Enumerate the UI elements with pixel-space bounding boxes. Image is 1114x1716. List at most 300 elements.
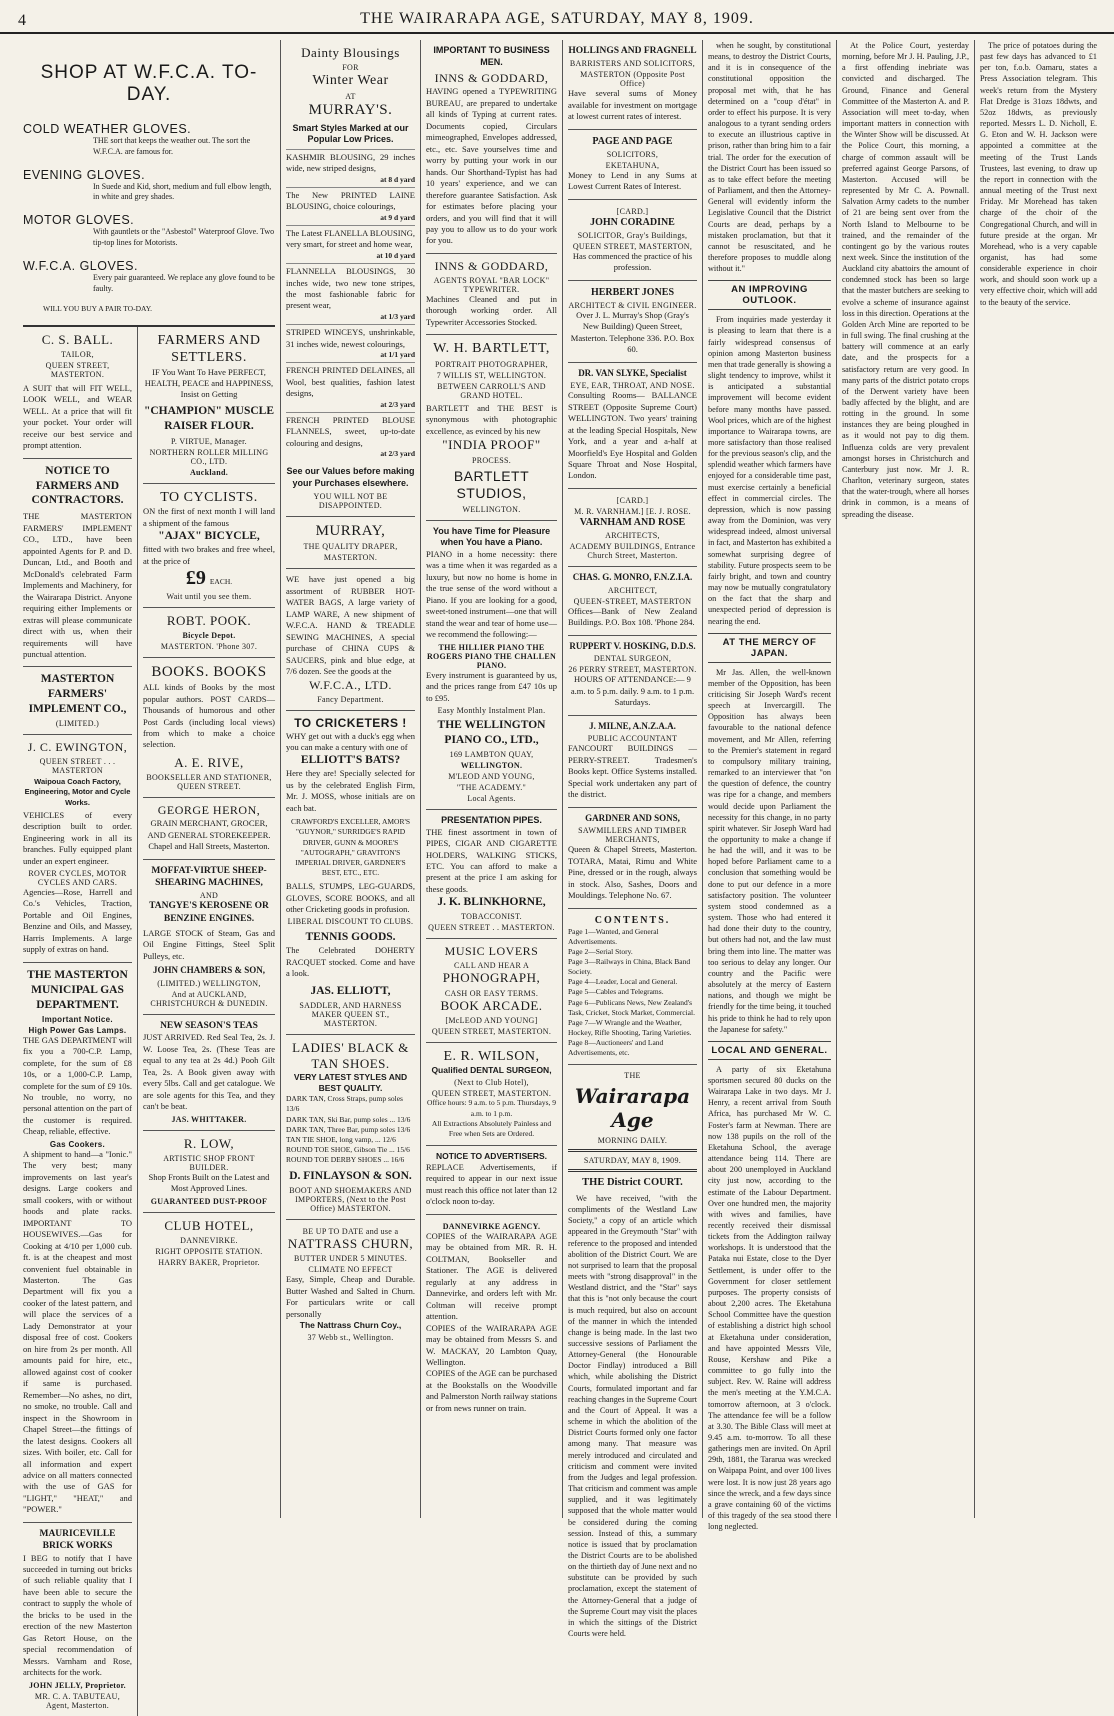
jones-name: HERBERT JONES	[590, 286, 675, 298]
advertisers-notice	[426, 1146, 557, 1215]
goddard-typewriter-ad	[426, 254, 557, 335]
tennis-body: The Celebrated DOHERTY RACQUET stocked. Come and have a look.	[286, 945, 415, 979]
gardner-body: Queen & Chapel Streets, Masterton. TOTARA, Matai, Rimu and White Pine, dressed or in the rough, always in stock. Also, Sashes, Doors and Mouldings. Telephone No. 67.	[568, 844, 697, 901]
wilson-sub2: (Next to Club Hotel),	[454, 1078, 529, 1088]
teas-ad	[143, 1015, 275, 1131]
business-title: IMPORTANT TO BUSINESS MEN.	[433, 45, 550, 67]
wfca-title: SHOP AT W.F.C.A. TO-DAY.	[40, 62, 258, 105]
business-ad	[426, 40, 557, 254]
tennis-title: TENNIS GOODS.	[305, 931, 396, 944]
piano-address: 169 LAMBTON QUAY,	[449, 749, 534, 759]
values-title: See our Values before making your Purchases elsewhere.	[286, 466, 415, 488]
music-mgr: [McLEOD AND YOUNG]	[445, 1015, 538, 1025]
brick-agent: MR. C. A. TABUTEAU, Agent, Masterton.	[34, 1691, 121, 1710]
column-6	[836, 40, 974, 1518]
cyclists-ad	[143, 484, 275, 608]
low-guarantee: GUARANTEED DUST-PROOF	[150, 1196, 268, 1206]
shoe-item: DARK TAN, Ski Bar, pump soles ... 13/6	[286, 1114, 411, 1124]
wfca-item-text: In Suede and Kid, short, medium and full elbow length, in white and grey shades.	[93, 181, 272, 202]
wfca2-body: WE have just opened a big assortment of RUBBER HOT-WATER BAGS, A large variety of LAMP WARE, A new shipment of W.F.C.A. HAND & TREADLE SEWING MACHINES, A special purchase of CHINA CUPS & SAUCERS, pink and blue edge, at 7/6 dozen. See the goods at the	[286, 574, 415, 677]
coradine-name: JOHN CORADINE	[590, 216, 675, 228]
piano-academy: "THE ACADEMY."	[456, 782, 527, 792]
wfca-closing: WILL YOU BUY A PAIR TO-DAY.	[43, 304, 153, 314]
settlers-body: IF You Want To Have PERFECT, HEALTH, PEACE and HAPPINESS, Insist on Getting	[144, 366, 274, 400]
japan-title: AT THE MERCY OF JAPAN.	[708, 633, 831, 663]
blousing-item	[286, 412, 415, 462]
churn-name: NATTRASS CHURN,	[287, 1236, 414, 1252]
wfca-fancy-ad	[286, 569, 415, 710]
pipes-trade: TOBACCONIST.	[461, 912, 522, 922]
pook-ad	[143, 608, 275, 658]
contents-box	[568, 909, 697, 1066]
age-masthead	[568, 1065, 697, 1639]
churn-sub2: CLIMATE NO EFFECT	[308, 1265, 393, 1275]
wfca-item-text: With gauntlets or the "Asbestol" Waterproof Glove. Two tip-top lines for Motorists.	[93, 227, 275, 247]
contents-list	[568, 927, 697, 1059]
churn-firm: The Nattrass Churn Coy.,	[299, 1320, 402, 1331]
ewington-tagline: Waipoua Coach Factory, Engineering, Motor and Cycle Works.	[24, 777, 131, 807]
teas-body: JUST ARRIVED. Red Seal Tea, 2s. J. W. Loose Tea, 2s. (These Teas are equal to any tea at 2s 4d.) Pooh Gilt Tea, 2s. A Book given away with every 5lbs. Call and get catalogue. We are sole agents for this Tea, and they can't be beat.	[143, 1032, 275, 1112]
moffat-places: And at AUCKLAND, CHRISTCHURCH & DUNEDIN.	[150, 990, 268, 1009]
ball-ad	[23, 327, 132, 459]
column-4	[562, 40, 702, 1639]
wfca-item-text: Every pair guaranteed. We replace any glove found to be faulty.	[93, 272, 275, 293]
district-body: We have received, "with the compliments of the Westland Law Society," a copy of an article which appeared in the Greymouth "Star" with reference to the proposed and intended abolition of the District Court. We are not surprised to learn that the proposal meets with "strong disapproval" in the Westland district, and the "Star" says that this is "not only because the court is much required, but also on account of the manner in which the intended change is being made. In the last two successive sessions of Parliament the Attorney-General (the Honourable Doctor Findlay) introduced a Bill which, while abolishing the District Courts, formulated important and far reaching changes in the Supreme Court and the Court of Appeal. It was a scheme in which the abolition of the District Courts formed only one factor among many. That measure was merely introduced and circulated and criticism and comment were invited from the Judges and legal profession. That criticism and comment was ample supplied, and it was legitimately supposed that the whole matter would be considered during the coming session. Instead of this, a summary notice is issued that by proclamation the District Courts are to be abolished on the thirtieth day of June next and no substitute can be provided by such proclamation, except the statement of the Attorney-General that a judge of the Supreme Court may visit the places in which the sittings of the District Courts were held.	[568, 1193, 697, 1639]
advertisers-title: NOTICE TO ADVERTISERS.	[436, 1150, 547, 1161]
coradine-ad	[568, 200, 697, 281]
column-1-right	[138, 327, 275, 1716]
implement-sub: (LIMITED.)	[55, 719, 100, 729]
rive-name: A. E. RIVE,	[174, 754, 244, 770]
wfca-item	[23, 122, 275, 158]
piano-firm: THE WELLINGTON PIANO CO., LTD.,	[437, 719, 546, 746]
cyclists-price: £9	[185, 567, 206, 590]
varnham-ad	[568, 489, 697, 567]
wilson-name: E. R. WILSON,	[443, 1048, 540, 1064]
bartlett-between: BETWEEN CARROLL'S AND GRAND HOTEL.	[437, 381, 546, 400]
notice-title: NOTICE TO FARMERS AND CONTRACTORS.	[31, 464, 124, 507]
implement-ad	[23, 667, 132, 735]
ball-address: QUEEN STREET, MASTERTON.	[45, 360, 110, 379]
wilson-sub: Qualified DENTAL SURGEON,	[431, 1065, 552, 1076]
shoe-item: ROUND TOE SHOE, Gibson Tie ... 15/6	[286, 1144, 410, 1154]
cyclists-each: EACH.	[209, 577, 233, 587]
wfca-item-text: THE sort that keeps the weather out. The sort the W.F.C.A. are famous for.	[93, 136, 251, 156]
local-body: A party of six Eketahuna sportsmen secured 80 ducks on the Wairarapa Lake in two days. Mr J. Henry, a recent arrival from South Africa, has purchased Mr W. C. Foster's farm at Newman. There are now 138 pupils on the roll of the Eketahuna School, the average attendance being 114. There are about 200 unemployed in Auckland city just now, according to the estimate of the Labour Department. Over one hundred men, the majority with wives and families, have recently received their dismissal tickets from the Addington railway workshops. It is understood that the Pataka nui Estate, close to the Dyer Settlement, is under offer to the Government for closer settlement purposes. The property consists of about 2,200 acres. The Eketahuna School Committee have the question of establishing a district high school at Eketahuna under consideration, and have appointed Messrs Vile, Rouse, Kershaw and Pike a committee to go fully into the subject. Rev. W. Raine will address the men's meeting at the Y.M.C.A. tomorrow afternoon, at 3 o'clock. The attendance fee will be a follow at 3.30. The Bible Class will meet at 9.45 a.m. to-morrow. To all these gatherings men are invited. On April 29th, 1881, the Tararua was wrecked on Waipapa Point, and over 100 lives were lost. It is now just 28 years ago since the wreck, and a few days since a grave containing 60 of the victims of this tragedy of the sea stood there long neglected.	[708, 1064, 831, 1532]
bartlett-process: PROCESS.	[471, 455, 512, 465]
piano-terms: Easy Monthly Instalment Plan.	[437, 706, 546, 716]
blousing-item	[286, 149, 415, 187]
cricketers-product: ELLIOTT'S BATS?	[300, 754, 401, 767]
age-the: THE	[624, 1071, 641, 1081]
cyclists-product: "AJAX" BICYCLE,	[158, 530, 260, 543]
blousing-item	[286, 225, 415, 263]
piano-place: WELLINGTON.	[460, 760, 523, 770]
bartlett-process-name: "INDIA PROOF"	[442, 437, 541, 453]
piano-mgr: M'LEOD AND YOUNG,	[448, 771, 535, 781]
pook-name: ROBT. POOK.	[166, 613, 252, 629]
shoes-title: LADIES' BLACK & TAN SHOES.	[292, 1039, 409, 1071]
club-name: CLUB HOTEL,	[164, 1217, 254, 1233]
outlook-title: AN IMPROVING OUTLOOK.	[708, 280, 831, 310]
varnham-sub: ARCHITECTS,	[605, 530, 660, 540]
murray-title: Dainty Blousings	[301, 45, 400, 60]
gas-body2: A shipment to hand—a "Ionic." The very best; many improvements on last year's designs. Large cookers and small cookers, with or without hoods and plate racks. IMPORTANT TO HOUSEWIVES.—Gas for Cooking at 4/10 per 1,000 cub. ft. is at the cheapest and most convenient fuel obtainable in Masterton. The Gas Department will fix you a cooker of the latest pattern, and will place the services of a Lady Demonstrator at your disposal free of cost. Cookers on hire from 2s per month. All amounts paid for hire, etc., allowed against cost of cooker if same is purchased. Remember—No ashes, no dirt, no smoke, no trouble. Call and inspect in the Showroom in Chapel Street—the fittings of the latest designs. Cookers all sizes. With boiler, etc. Call for all information and expert advice on all matters connected with the use of GAS for "LIGHT," "HEAT," and "POWER."	[23, 1148, 132, 1515]
japan-body: Mr Jas. Allen, the well-known member of the Opposition, has been criticising Sir Joseph Ward's recent speech at Invercargill. The Opposition has always been favourable to the national defence movement, and Mr Allen, referring to the Premier's statement in regard to compulsory military training, remarked to an interviewer that "on the question of defence, the country was ripe for a change, and members would decide upon Parliament the necessity for this change, in no party spirit whatever. Sir Joseph Ward had the opportunity to make a change if he had the will, and it was to be hoped before Parliament came to a conclusion that something would be done to put our defence in a more satisfactory position. The volunteer system stood condemned as a system. Those who had entered it had done their duty to the country, but others had not, and the law must bring them into line. The matter was too serious to delay any longer. Our country and the Pacific were absolutely at the mercy of Eastern nations, and though we might be friendly for the time being, it touched his pride to think he had to rely upon the Japanese for safety."	[708, 667, 832, 1034]
coradine-body: Has commenced the practice of his profession.	[572, 250, 693, 273]
hollings-sub: BARRISTERS AND SOLICITORS,	[569, 59, 696, 69]
dannevirke-body: COPIES of the WAIRARAPA AGE may be obtained from MR. R. H. COLTMAN, Bookseller and Stationer. The AGE is delivered regularly at any address in Dannevirke, and orders left with Mr. Coltman will receive prompt attention.	[426, 1230, 557, 1322]
blousing-item	[286, 324, 415, 362]
blousing-item-price: at 1/1 yard	[380, 350, 415, 359]
card-label: [CARD.]	[616, 206, 649, 216]
column-5	[702, 40, 836, 1532]
piano-local: Local Agents.	[467, 793, 516, 803]
outlook-body: From inquiries made yesterday it is pleasing to learn that there is a fairly widespread consensus of opinion among Masterton business men that trade generally is showing a slight tendency to improve, whilst it is anticipated a substantial improvement will become evident before many months have passed. Wool prices, which are of the highest importance to Wairarapa towns, are more satisfactory than those realised for the previous season's clip, and the splendid weather which farmers have enjoyed for a considerable time past, must exercise certainly a beneficial effect in commercial circles. The depression, which is now passing away from the Dominion, was very widespread indeed, almost universal in fact, and Masterton has exhibited a somewhat surprising degree of stability. Future prospects seem to be fairly bright, and town and country may now be mutually congratulatory on the fact that the sharp and unexpected period of depression is nearing the end.	[708, 315, 832, 626]
moffat-title2: TANGYE'S KEROSENE OR BENZINE ENGINES.	[149, 901, 269, 924]
shoe-item: ROUND TOE DERBY SHOES ... 16/6	[286, 1155, 405, 1165]
hosking-address: 26 PERRY STREET, MASTERTON.	[568, 665, 697, 675]
brick-proprietor: JOHN JELLY, Proprietor.	[29, 1680, 126, 1690]
page-sub: SOLICITORS,	[606, 149, 659, 159]
local-title: LOCAL AND GENERAL.	[708, 1041, 831, 1060]
local-news-continued: At the Police Court, yesterday morning, before Mr J. H. Pauling, J.P., a first offending inebriate was convicted and discharged. The Ground, Finance and General Committee of the Masterton A. and P. Association will meet to-day, when important matters in connection with the Winter Show will be discussed. At the Police Court, this morning, a charge of common assault will be preferred against George Parsons, of Masterton. Accused will be represented by Mr C. A. Pownall. Salvation Army cadets to the number of 21 are being sent over from the North Island to Melbourne to be trained, and the remainder of the contingent go by the various routes next week. Since the institution of the Auckland city abattoirs the amount of condemned stock has been so large that the master butchers are seeking to evolve a scheme of insurance against loss in this direction. Operations at the Golden Arch Mine are reported to be in full swing. The final crushing at the battery will commence at an early date, and the prospects for a satisfactory return are very good. In many parts of the district potato crops of the Derwent variety have been badly affected by the blight, and are rotting in the ground. In some instances they are being ploughed in as it would not pay to dig them. Influenza colds are very prevalent amongst horses in Christchurch and Canterbury just now. Mr J. R. Charlton, veterinary surgeon, states that the water-trough, where all horses drink in common, is a means of spreading the disease.	[842, 41, 969, 519]
monro-sub: ARCHITECT,	[607, 585, 658, 595]
ewington-cycles: ROVER CYCLES, MOTOR CYCLES AND CARS.	[28, 869, 127, 887]
contents-item: Page 7—W Wrangle and the Weather, Hockey, Rifle Shooting, Taring Varieties.	[568, 1017, 692, 1037]
gardner-sub: SAWMILLERS AND TIMBER MERCHANTS,	[578, 826, 687, 845]
hosking-hours: HOURS OF ATTENDANCE:— 9 a.m. to 5 p.m. daily. 9 a.m. to 1 p.m. Saturdays.	[570, 674, 695, 708]
music-address: QUEEN STREET, MASTERTON.	[431, 1026, 552, 1036]
blousing-item	[286, 187, 415, 225]
pipes-ad	[426, 810, 557, 939]
teas-sig: JAS. WHITTAKER.	[171, 1114, 247, 1124]
column-2	[280, 40, 420, 1518]
blousing-item-price: at 1/3 yard	[380, 311, 415, 321]
contents-item: Page 3—Railways in China, Black Band Society.	[568, 957, 691, 977]
masthead	[0, 0, 1114, 34]
hollings-name: HOLLINGS AND FRAGNELL	[568, 46, 697, 56]
goddard-body: HAVING opened a TYPEWRITING BUREAU, are prepared to undertake all kinds of Typing at current rates. Documents copied, Circulars mimeographed, Envelopes addressed, etc., etc. Save yourselves time and worry by putting your work in our hands. Our Shorthand-Typist has had 10 years' experience, and we can therefore guarantee Satisfaction. Ask for estimates before placing your orders, and you will find that it will pay you to allow us to do your work for you.	[426, 86, 557, 246]
cricketers-list: CRAWFORD'S EXCELLER, AMOR'S "GUYNOR," SURRIDGE'S RAPID DRIVER, GUNN & MOORE'S "AUTOGRAPH," GRAVITON'S IMPERIAL DRIVER, GARDNER'S BEST, ETC., ETC.	[291, 817, 410, 877]
piano-title: You have Time for Pleasure when You have a Piano.	[432, 525, 551, 548]
wilson-address: QUEEN STREET, MASTERTON.	[431, 1089, 552, 1099]
churn-ad	[286, 1220, 415, 1348]
brick-works-ad	[23, 1523, 132, 1716]
ewington-ad	[23, 735, 132, 963]
club-body: RIGHT OPPOSITE STATION.	[155, 1247, 263, 1257]
cyclists-title: TO CYCLISTS.	[160, 489, 258, 505]
contents-title: CONTENTS.	[594, 914, 671, 926]
piano-list: THE HILLIER PIANO THE ROGERS PIANO THE CHALLEN PIANO.	[426, 642, 557, 670]
cricketers-body2: Here they are! Specially selected for us by the celebrated English Firm, Mr. J. MOSS, whose initials are on each bat.	[286, 768, 415, 813]
shoe-item: TAN TIE SHOE, long vamp, ... 12/6	[286, 1134, 396, 1144]
shoes-ad	[286, 1035, 415, 1220]
settlers-place: Auckland.	[189, 467, 229, 477]
monro-name: CHAS. G. MONRO, F.N.Z.I.A.	[572, 571, 693, 582]
shoe-items	[286, 1094, 415, 1165]
wfca-item-label: MOTOR GLOVES.	[23, 213, 135, 228]
page-body: Money to Lend in any Sums at Lowest Current Rates of Interest.	[568, 169, 697, 192]
elliott-sub: SADDLER, AND HARNESS MAKER QUEEN ST., MASTERTON.	[299, 1000, 402, 1028]
gardner-ad	[568, 808, 697, 909]
monro-address: QUEEN-STREET, MASTERTON	[573, 596, 692, 606]
blousing-item-text: The New PRINTED LAINE BLOUSING, choice colourings,	[286, 189, 415, 212]
music-arcade: BOOK ARCADE.	[440, 997, 543, 1013]
monro-ad	[568, 567, 697, 636]
page-number: 4	[18, 12, 26, 29]
cricketers-title: TO CRICKETERS !	[294, 715, 407, 730]
blousing-item-price: at 2/3 yard	[380, 399, 415, 409]
moffat-ad	[143, 860, 275, 1015]
settlers-sig: P. VIRTUE, Manager.	[171, 436, 247, 446]
settlers-mill: NORTHERN ROLLER MILLING CO., LTD.	[149, 447, 269, 466]
wfca2-name: W.F.C.A., LTD.	[309, 677, 392, 692]
rive-sub: BOOKSELLER AND STATIONER, QUEEN STREET.	[146, 773, 272, 792]
ewington-name: J. C. EWINGTON,	[27, 740, 128, 755]
column-1-left	[23, 327, 138, 1716]
blousing-item-text: FRENCH PRINTED DELAINES, all Wool, best qualities, fashion latest designs,	[286, 365, 415, 399]
ball-name: C. S. BALL.	[41, 331, 114, 347]
low-name: R. LOW,	[183, 1135, 235, 1151]
coradine-sub: SOLICITOR, Gray's Buildings,	[577, 230, 688, 240]
varnham-address: ACADEMY BUILDINGS, Entrance Church Street, Masterton.	[569, 541, 696, 560]
gas-department-ad	[23, 963, 132, 1523]
murray-draper-ad	[286, 517, 415, 570]
music-product: PHONOGRAPH,	[442, 970, 541, 986]
murray-blousings-ad	[286, 40, 415, 517]
hosking-sub: DENTAL SURGEON,	[593, 654, 672, 664]
milne-sub: PUBLIC ACCOUNTANT	[587, 734, 678, 744]
low-ad	[143, 1131, 275, 1213]
column-3	[420, 40, 562, 1518]
masthead-title: THE WAIRARAPA AGE, SATURDAY, MAY 8, 1909.	[360, 10, 754, 27]
slyke-ad	[568, 363, 697, 489]
churn-sub: BUTTER UNDER 5 MINUTES.	[293, 1254, 408, 1264]
cyclists-body: ON the first of next month I will land a shipment of the famous	[143, 506, 275, 528]
farmers-notice-ad	[23, 459, 132, 668]
moffat-body: LARGE STOCK of Steam, Gas and Oil Engine Fittings, Steel Split Pulleys, etc.	[143, 927, 275, 961]
blousing-item	[286, 362, 415, 412]
cyclists-wait: Wait until you see them.	[166, 592, 252, 602]
page-name: PAGE AND PAGE	[592, 135, 673, 147]
murray2-place: MASTERTON.	[323, 553, 378, 563]
cyclists-body2: fitted with two brakes and free wheel, at the price of	[143, 544, 275, 566]
contents-item: Page 8—Auctioneers' and Land Advertisements, etc.	[568, 1038, 664, 1058]
blousing-item-price: at 10 d yard	[376, 250, 415, 260]
jones-body: Over J. L. Murray's Shop (Gray's New Building) Queen Street, Masterton. Telephone 336. P.O. Box 60.	[570, 309, 695, 355]
blousing-item-price: at 2/3 yard	[380, 449, 415, 459]
shoe-item: DARK TAN, Three Bar, pump soles 13/6	[286, 1124, 411, 1134]
advertisers-body: REPLACE Advertisements, if required to appear in our next issue must reach this office not later than 12 o'clock noon to-day.	[426, 1161, 557, 1207]
contents-item: Page 6—Publicans News, New Zealand's Task, Cricket, Stock Market, Commercial.	[568, 997, 695, 1017]
blousing-item	[286, 263, 415, 324]
varnham-name: VARNHAM AND ROSE	[579, 516, 686, 528]
teas-title: NEW SEASON'S TEAS	[160, 1021, 258, 1032]
murray-name: MURRAY'S.	[308, 101, 393, 118]
page-place: EKETAHUNA,	[605, 160, 660, 170]
pook-address: MASTERTON. 'Phone 307.	[160, 642, 258, 652]
books-body: ALL kinds of Books by the most popular authors. POST CARDS—Thousands of humorous and other Post Cards (including local views) from which to make a choice selection.	[143, 682, 275, 750]
bartlett-place: WELLINGTON.	[462, 504, 521, 514]
wfca-item-label: EVENING GLOVES.	[23, 167, 146, 182]
club-sig: HARRY BAKER, Proprietor.	[158, 1258, 260, 1268]
murray-sub: Smart Styles Marked at our Popular Low Prices.	[292, 122, 409, 145]
column-1-split	[23, 325, 275, 1716]
cricketers-body3: BALLS, STUMPS, LEG-GUARDS, GLOVES, SCORE BOOKS, and all other Cricketing goods in profusion.	[286, 881, 415, 914]
coradine-address: QUEEN STREET, MASTERTON,	[572, 241, 693, 251]
hollings-body: Have several sums of Money available for investment on mortgage at lowest current rates of interest.	[568, 88, 697, 122]
column-1	[18, 40, 280, 1710]
churn-body: Easy, Simple, Cheap and Durable. Butter Washed and Salted in Churn. For particulars write or call personally	[286, 1274, 415, 1319]
settlers-product: "CHAMPION" MUSCLE RAISER FLOUR.	[143, 404, 274, 432]
murray-items	[286, 149, 415, 461]
goddard-name: INNS & GODDARD,	[434, 71, 549, 86]
milne-name: J. MILNE, A.N.Z.A.A.	[589, 720, 676, 731]
wfca-item-label: W.F.C.A. GLOVES.	[23, 258, 138, 273]
slyke-body: Consulting Rooms— BALLANCE STREET (Opposite Supreme Court) WELLINGTON. Two years' training at the leading Special Hospitals, New York, and a year and a-half at Moorfield's Eye Hospital and Golden Square Throat and Nose Hospital, London.	[568, 390, 697, 481]
hollings-address: MASTERTON (Opposite Post Office)	[580, 70, 685, 89]
ball-body: A SUIT that will FIT WELL, LOOK WELL, and WEAR WELL. At a price that will fit your pocket. Your order will receive our best service and prompt attention.	[23, 382, 132, 451]
ewington-address: QUEEN STREET . . . MASTERTON	[39, 757, 116, 776]
blousing-item-text: STRIPED WINCEYS, unshrinkable, 31 inches wide, newest colourings,	[286, 327, 415, 349]
blousing-item-price: at 9 d yard	[380, 212, 415, 222]
milne-body: FANCOURT BUILDINGS — PERRY-STREET. Tradesmen's Books kept. Office Systems installed. Special work undertaken any part of the district.	[568, 743, 697, 800]
murray2-sub: THE QUALITY DRAPER,	[303, 542, 398, 552]
murray-for: FOR	[342, 63, 359, 73]
dannevirke-body2: COPIES of the WAIRARAPA AGE may be obtained from Messrs S. and W. MACKAY, 20 Lambton Quay, Wellington.	[426, 1322, 557, 1367]
wfca-item	[23, 168, 275, 204]
wfca-gloves-ad	[23, 62, 275, 315]
club-hotel-ad	[143, 1213, 275, 1273]
age-date: SATURDAY, MAY 8, 1909.	[583, 1156, 682, 1166]
murray2-name: MURRAY,	[315, 522, 386, 539]
pipes-address: QUEEN STREET . . MASTERTON.	[428, 923, 555, 933]
gas-title: THE MASTERTON MUNICIPAL GAS DEPARTMENT.	[27, 968, 128, 1011]
piano-body2: Every instrument is guaranteed by us, and the prices range from £47 10s up to £95.	[426, 669, 557, 703]
shoe-item: DARK TAN, Cross Straps, pump soles 13/6	[286, 1094, 403, 1114]
music-ad	[426, 939, 557, 1043]
cricketers-ad	[286, 711, 415, 1035]
elliott-name: JAS. ELLIOTT,	[310, 984, 391, 997]
values-body: YOU WILL NOT BE DISAPPOINTED.	[313, 491, 388, 510]
wilson-hours: Office hours: 9 a.m. to 5 p.m. Thursdays, 9 a.m. to 1 p.m.	[426, 1098, 557, 1118]
wfca-item-label: COLD WEATHER GLOVES.	[23, 122, 192, 136]
contents-item: Page 5—Cables and Telegrams.	[568, 987, 664, 997]
varnham-names: M. R. VARNHAM.] [E. J. ROSE.	[574, 506, 691, 516]
ewington-agencies: Agencies—Rose, Harrell and Co.'s Vehicles, Traction, Portable and Oil Engines, Benzine and Oils, and Massey, Harris Implements. A large supply of extras on hand.	[23, 887, 132, 955]
jones-sub: ARCHITECT & CIVIL ENGINEER.	[568, 300, 697, 310]
ball-trade: TAILOR,	[61, 349, 94, 359]
age-sub: MORNING DAILY.	[597, 1136, 668, 1146]
finlayson-name: D. FINLAYSON & SON.	[289, 1170, 412, 1183]
cricketers-body: WHY get out with a duck's egg when you can make a century with one of	[286, 730, 415, 752]
ewington-body: VEHICLES of every description built to order. Engineering work in all its branches. Fully equipped plant under an expert engineer.	[23, 809, 132, 866]
contents-item: Page 2—Serial Story.	[568, 946, 633, 956]
wfca-item	[23, 213, 275, 249]
slyke-sub: EYE, EAR, THROAT, AND NOSE.	[570, 381, 695, 391]
heron-ad	[143, 798, 275, 859]
bartlett-address: 7 WILLIS ST, WELLINGTON.	[436, 370, 547, 380]
brick-body: I BEG to notify that I have succeeded in turning out bricks of such reliable quality that I have been able to secure the contract to supply the whole of the bricks to be used in the erection of the new Masterton Gas Retort House, on the special recommendation of Messrs. Varnham and Rose, architects for the work.	[23, 1552, 132, 1678]
varnham-cards: [CARD.]	[616, 495, 649, 505]
gas-sub3: Gas Cookers.	[49, 1139, 106, 1149]
cricketers-discount: LIBERAL DISCOUNT TO CLUBS.	[287, 917, 414, 927]
shoes-sub: VERY LATEST STYLES AND BEST QUALITY.	[293, 1072, 408, 1094]
goddard2-body: Machines Cleaned and put in thorough working order. All Typewriter Accessories Stocked.	[426, 293, 557, 327]
pipes-body: THE finest assortment in town of PIPES, CIGAR AND CIGARETTE HOLDERS, WALKING STICKS, ETC. You can afford to make a present at the price I am asking for these goods.	[426, 826, 557, 894]
contents-item: Page 1—Wanted, and General Advertisements.	[568, 926, 659, 946]
finlayson-sub: BOOT AND SHOEMAKERS AND IMPORTERS, (Next to the Post Office) MASTERTON.	[289, 1186, 412, 1214]
pipes-title: PRESENTATION PIPES.	[441, 814, 542, 825]
blousing-item-text: KASHMIR BLOUSING, 29 inches wide, new striped designs,	[286, 151, 415, 174]
wilson-body: All Extractions Absolutely Painless and Free when Sets are Ordered.	[431, 1118, 552, 1138]
wilson-ad	[426, 1043, 557, 1146]
dannevirke-title: DANNEVIRKE AGENCY.	[442, 1221, 541, 1231]
books-ad	[143, 658, 275, 798]
churn-title: BE UP TO DATE and use a	[302, 1227, 399, 1237]
murray-at: AT	[345, 91, 356, 101]
age-name: Wairarapa Age	[574, 1084, 691, 1133]
club-place: DANNEVIRKE.	[180, 1236, 238, 1246]
hosking-name: RUPPERT V. HOSKING, D.D.S.	[569, 640, 696, 651]
gas-sub1: Important Notice.	[42, 1014, 113, 1024]
monro-body: Offices—Bank of New Zealand Buildings. P.O. Box 108. 'Phone 284.	[568, 605, 697, 628]
district-continued: when he sought, by constitutional means, to destroy the District Courts, and it is in consequence of the constitutional opposition the proposal met with, that he has determined on a "coup d'état" in order to effect his purpose. It is very analogous to a tyrant sending orders to execute an illustrious captive in prison, rather than bring him to a fair trial. The order for the execution of the District Court has been issued so as to take effect before the meeting of Parliament, and then the Attorney-General will evidently inform the Legislative Council that the District Courts are dead, perhaps by a mistaken proclamation, but that it cannot be resuscitated, and he therefore proposes to muddle along without it."	[708, 41, 831, 274]
piano-body: PIANO in a home necessity: there was a time when it was regarded as a luxury, but now no home is home in the true sense of the word without a Piano. If you are looking for a good, sweet-toned instrument—one that will stand the wear and tear of home use—we recommend the following:—	[426, 548, 557, 640]
district-title: THE District COURT.	[582, 1177, 683, 1189]
implement-name: MASTERTON FARMERS' IMPLEMENT CO.,	[28, 673, 127, 716]
music-sub: CASH OR EASY TERMS.	[444, 988, 539, 998]
music-title: MUSIC LOVERS	[444, 944, 539, 959]
gas-sub2: High Power Gas Lamps.	[28, 1025, 127, 1035]
bartlett-studios: BARTLETT STUDIOS,	[453, 467, 530, 501]
slyke-name: DR. VAN SLYKE, Specialist	[578, 367, 687, 378]
goddard2-name: INNS & GODDARD,	[434, 258, 549, 273]
column-7	[974, 40, 1102, 1518]
heron-body: GRAIN MERCHANT, GROCER, AND GENERAL STOREKEEPER. Chapel and Hall Streets, Masterton.	[147, 818, 271, 852]
moffat-firm: JOHN CHAMBERS & SON,	[152, 965, 265, 976]
murray-title2: Winter Wear	[312, 73, 389, 89]
goddard2-sub: AGENTS ROYAL "BAR LOCK" TYPEWRITER.	[433, 275, 550, 294]
hosking-ad	[568, 636, 697, 716]
page-ad	[568, 130, 697, 200]
music-body: CALL AND HEAR A	[453, 961, 530, 971]
contents-item: Page 4—Leader, Local and General.	[568, 977, 678, 987]
wfca2-sub: Fancy Department.	[317, 694, 384, 704]
wfca-item	[23, 259, 275, 295]
dannevirke-agency	[426, 1215, 557, 1421]
moffat-firm-sub: (LIMITED.) WELLINGTON,	[157, 979, 261, 989]
heron-name: GEORGE HERON,	[157, 803, 261, 818]
settlers-ad	[143, 327, 275, 484]
brick-title: MAURICEVILLE BRICK WORKS	[39, 1528, 116, 1552]
blousing-item-text: The Latest FLANELLA BLOUSING, very smart, for street and home wear,	[286, 228, 415, 250]
piano-ad	[426, 521, 557, 810]
dannevirke-body3: COPIES of the AGE can be purchased at the Bookstalls on the Woodville and Palmerston North railway stations or from news runner on train.	[426, 1368, 557, 1413]
moffat-title: MOFFAT-VIRTUE SHEEP-SHEARING MACHINES,	[151, 865, 267, 888]
settlers-title: FARMERS AND SETTLERS.	[157, 332, 261, 365]
local-news-continued-2: The price of potatoes during the past few days has advanced to £1 per ton, f.o.b. Oamaru, states a Press Association telegram. This week's return from the Mystery Flat Dredge is 31ozs 18dwts, and 52oz 18dwts, as previously reported. Messrs L. D. Nicholl, E. G. Eton and W. H. Jackson were appointed a committee at the meeting of the Trust Lands Trustees, last evening, to draw up the report in connection with the annual meeting of the Trust next Friday. Mr Morehead has taken charge of the choir of the Congregational Church, and will in future preside at the organ. Mr Morehead, who is a very capable organist, has had some considerable experience in choir work, and should soon work up a very effective choir, which will add to the beauty of the service.	[980, 41, 1097, 307]
bartlett-trade: PORTRAIT PHOTOGRAPHER,	[435, 359, 548, 369]
blousing-item-text: FLANNELLA BLOUSINGS, 30 inches wide, two new tone stripes, the most fashionable fabric for present wear,	[286, 266, 415, 311]
low-body: ARTISTIC SHOP FRONT BUILDER.	[163, 1153, 255, 1172]
notice-body: THE MASTERTON FARMERS' IMPLEMENT CO., LTD., have been appointed Agents for P. and D. Duncan, Ltd., and Booth and McDonald's celebrated Farm Implements and Machinery, for the Wairarapa District. Anyone requiring either Implements or extras will please communicate direct with us, when their requirements will have punctual attention.	[23, 511, 132, 659]
churn-address: 37 Webb st., Wellington.	[307, 1333, 394, 1343]
blousing-item-price: at 8 d yard	[380, 174, 415, 184]
moffat-and: AND	[199, 891, 219, 901]
milne-ad	[568, 716, 697, 808]
